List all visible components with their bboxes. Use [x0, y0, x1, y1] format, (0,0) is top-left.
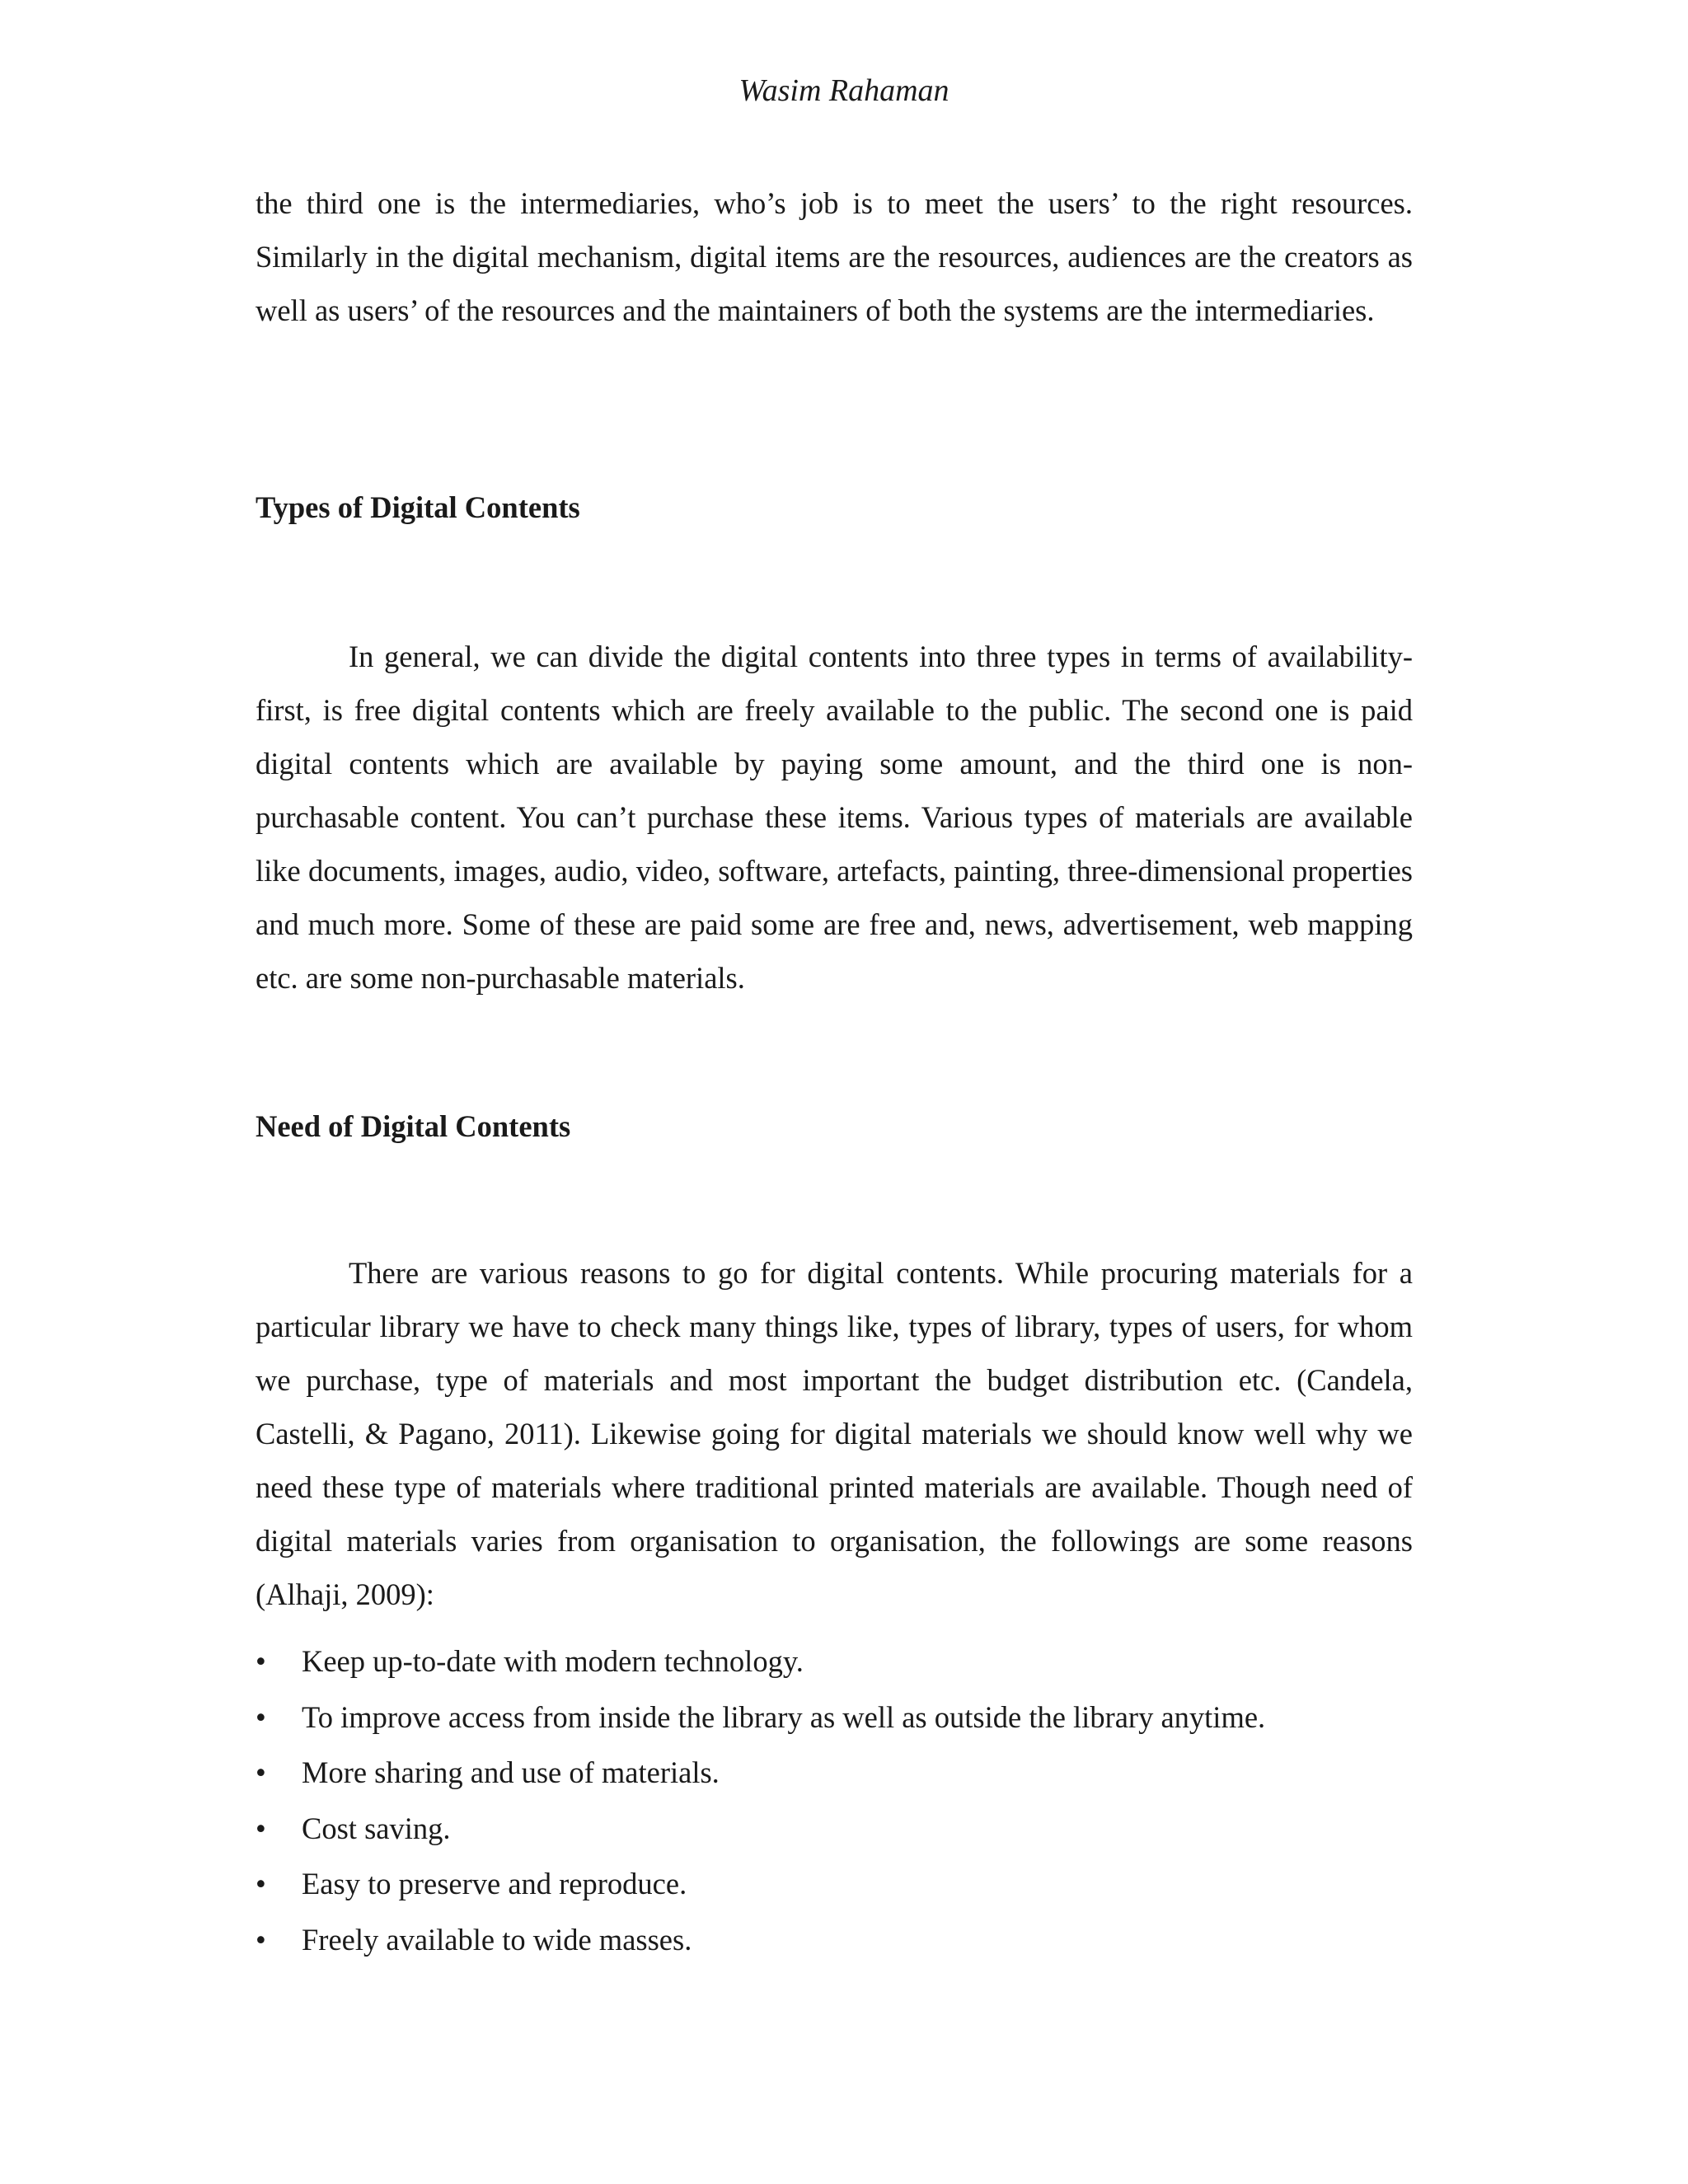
list-item-text: Keep up-to-date with modern technology.	[302, 1644, 804, 1678]
list-item	[256, 1920, 1413, 1976]
bullet-icon: •	[256, 1644, 266, 1678]
section-heading-need: Need of Digital Contents	[256, 1109, 571, 1143]
list-item-text: Cost saving.	[302, 1811, 451, 1845]
list-item-text: More sharing and use of materials.	[302, 1755, 720, 1789]
types-paragraph: In general, we can divide the digital contents into three types in terms of availability-first, is free digital contents which are freely available to the public. The second one is paid digital contents which are available by paying some amount, and the third one is non-purchasable content. You can’t purchase these items. Various types of materials are available like documents, images, audio, video, software, artefacts, painting, three-dimensional properties and much more. Some of these are paid some are free and, news, advertisement, web mapping etc. are some non-purchasable materials.	[256, 640, 1413, 995]
list-item	[256, 1642, 1413, 1698]
section-heading-types: Types of Digital Contents	[256, 490, 580, 524]
intro-paragraph: the third one is the intermediaries, who’s job is to meet the users’ to the right resources. Similarly in the digital mechanism, digital items are the resources, audiences are the creators as well as users’ of the resources and the maintainers of both the systems are the intermediaries.	[256, 186, 1413, 327]
list-item	[256, 1753, 1413, 1809]
list-item-text: Freely available to wide masses.	[302, 1922, 692, 1957]
need-paragraph: There are various reasons to go for digital contents. While procuring materials for a particular library we have to check many things like, types of library, types of users, for whom we purchase, type of materials and most important the budget distribution etc. (Candela, Castelli, & Pagano, 2011). Likewise going for digital materials we should know well why we need these type of materials where traditional printed materials are available. Though need of digital materials varies from organisation to organisation, the followings are some reasons (Alhaji, 2009):	[256, 1256, 1413, 1611]
list-item	[256, 1864, 1413, 1920]
list-item	[256, 1698, 1413, 1754]
bullet-icon: •	[256, 1755, 266, 1789]
bullet-icon: •	[256, 1867, 266, 1900]
bullet-icon: •	[256, 1922, 266, 1957]
list-item	[256, 1809, 1413, 1865]
bullet-icon: •	[256, 1811, 266, 1845]
list-item-text: To improve access from inside the library as well as outside the library anytime.	[302, 1699, 1266, 1734]
running-head-author: Wasim Rahaman	[738, 73, 950, 108]
reasons-bullet-list	[256, 1642, 1413, 1975]
list-item-text: Easy to preserve and reproduce.	[302, 1867, 687, 1900]
bullet-icon: •	[256, 1699, 266, 1734]
